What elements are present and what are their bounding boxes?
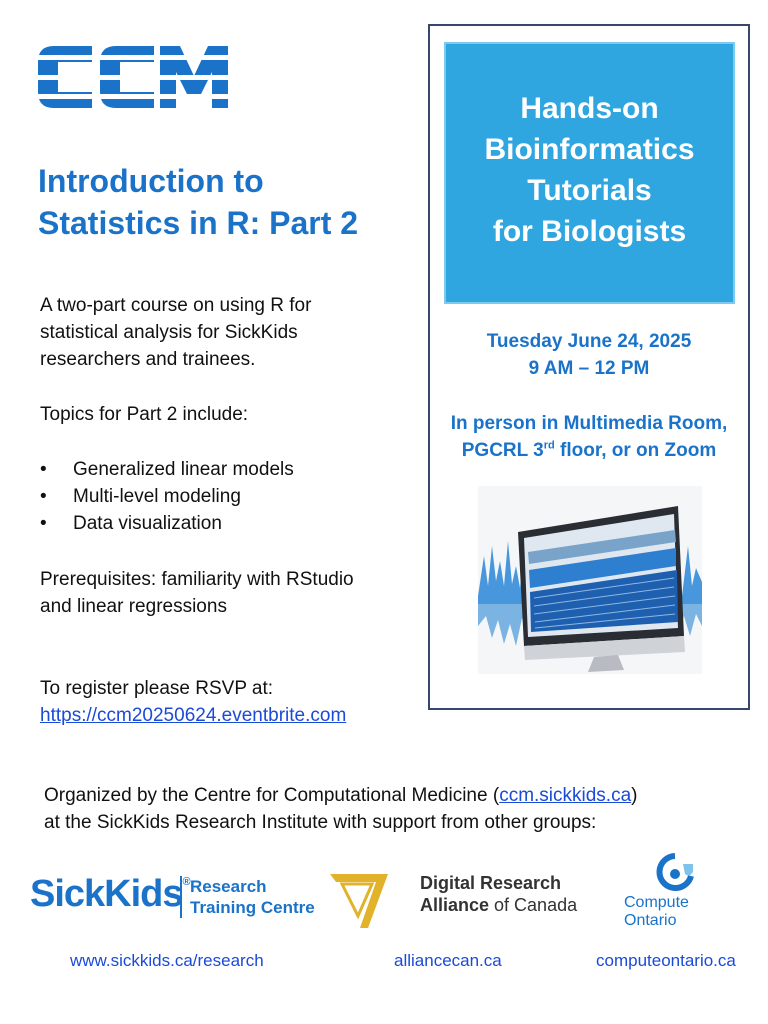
location-floor: floor, or on Zoom <box>554 440 717 461</box>
ccm-logo <box>36 42 232 112</box>
co-line-1: Compute <box>624 894 689 911</box>
alliance-line-1: Digital Research <box>420 873 562 893</box>
event-time: 9 AM – 12 PM <box>528 358 650 379</box>
sickkids-logo <box>30 872 190 916</box>
series-title-line-3: Tutorials <box>527 174 652 207</box>
co-line-2: Ontario <box>624 912 677 929</box>
prerequisites-line-2: and linear regressions <box>40 596 227 617</box>
series-title-line-4: for Biologists <box>492 215 687 248</box>
list-item: • Multi-level modeling <box>40 483 294 510</box>
organizer-text <box>44 782 734 836</box>
rtc-line-2: Training Centre <box>190 898 315 917</box>
alliance-country: of Canada <box>489 895 578 915</box>
rtc-line-1: Research <box>190 877 267 896</box>
organizer-suffix: ) <box>631 785 638 806</box>
topics-heading: Topics for Part 2 include: <box>40 404 249 425</box>
event-datetime <box>430 328 748 382</box>
ccm-website-link[interactable]: ccm.sickkids.ca <box>499 785 632 806</box>
registration <box>40 675 410 729</box>
organizer-line-2: at the SickKids Research Institute with support from other groups: <box>44 812 597 833</box>
event-location <box>430 410 748 464</box>
course-description <box>40 292 400 373</box>
research-training-centre-logo <box>180 876 315 918</box>
alliance-url[interactable]: alliancecan.ca <box>394 951 502 970</box>
location-line-1: In person in Multimedia Room, <box>450 413 728 434</box>
rsvp-link[interactable]: https://ccm20250624.eventbrite.com <box>40 705 347 726</box>
registered-mark: ® <box>182 876 190 888</box>
alliance-line-2 <box>420 894 577 916</box>
list-item: • Data visualization <box>40 510 294 537</box>
sickkids-name: SickKids <box>30 873 183 915</box>
location-building: PGCRL 3 <box>461 440 544 461</box>
alliance-logo-mark-icon <box>328 870 390 930</box>
organizer-line-1 <box>44 782 734 809</box>
course-title-line-1: Introduction to <box>38 163 264 199</box>
registration-text: To register please RSVP at: <box>40 678 274 699</box>
series-title-line-1: Hands-on <box>520 92 659 125</box>
description-line-3: researchers and trainees. <box>40 349 256 370</box>
course-title-line-2: Statistics in R: Part 2 <box>38 205 359 241</box>
series-title-box <box>444 42 735 304</box>
organizer-prefix: Organized by the Centre for Computational Medicine ( <box>44 785 500 806</box>
alliance-word: Alliance <box>420 895 490 915</box>
location-line-2 <box>430 437 748 464</box>
list-item: • Generalized linear models <box>40 456 294 483</box>
compute-ontario-url[interactable]: computeontario.ca <box>596 951 736 970</box>
alliance-logo <box>420 872 577 916</box>
compute-ontario-mark-icon <box>655 852 695 892</box>
description-line-1: A two-part course on using R for <box>40 295 312 316</box>
compute-ontario-logo <box>624 894 689 930</box>
monitor-illustration <box>478 486 702 674</box>
course-title <box>38 160 398 244</box>
description-line-2: statistical analysis for SickKids <box>40 322 298 343</box>
sickkids-url[interactable]: www.sickkids.ca/research <box>70 951 264 970</box>
series-title-line-2: Bioinformatics <box>484 133 695 166</box>
location-ordinal: rd <box>543 439 555 452</box>
prerequisites-line-1: Prerequisites: familiarity with RStudio <box>40 569 354 590</box>
topics-list <box>40 456 294 537</box>
event-date: Tuesday June 24, 2025 <box>486 331 692 352</box>
prerequisites <box>40 566 410 620</box>
